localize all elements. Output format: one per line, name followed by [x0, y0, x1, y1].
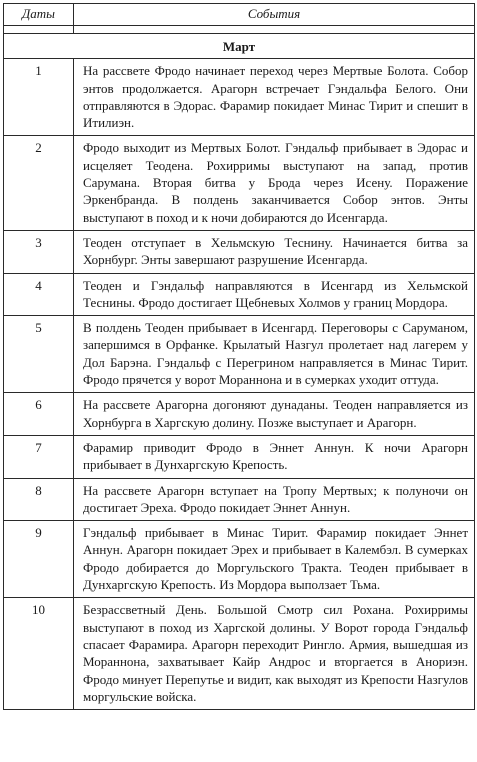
gap-cell — [4, 26, 74, 34]
table-row-3 — [4, 230, 475, 273]
month-row — [4, 34, 475, 59]
date-cell: 4 — [4, 273, 74, 316]
events-cell: На рассвете Арагорна догоняют дунаданы. Теоден направляется из Хорнбурга в Харгскую долину. Позже выступает и Арагорн. — [74, 393, 475, 436]
table-row-6 — [4, 393, 475, 436]
date-cell: 5 — [4, 316, 74, 393]
events-cell: Фарамир приводит Фродо в Эннет Аннун. К ночи Арагорн прибывает в Дунхаргскую Крепость. — [74, 435, 475, 478]
table-row-10 — [4, 598, 475, 710]
chronology-table — [3, 3, 475, 710]
events-cell: В полдень Теоден прибывает в Исенгард. Переговоры с Саруманом, запершимся в Орфанке. Крылатый Назгул пролетает над лагерем у Дол Барэна. Гэндальф с Перегрином направляется в Минас Тирит. Фродо прячется у ворот Мораннона и в сумерках уходит оттуда. — [74, 316, 475, 393]
date-cell: 2 — [4, 136, 74, 230]
table-row-4 — [4, 273, 475, 316]
table-row-8 — [4, 478, 475, 521]
date-cell: 10 — [4, 598, 74, 710]
date-cell: 9 — [4, 521, 74, 598]
events-cell: Теоден отступает в Хельмскую Теснину. Начинается битва за Хорнбург. Энты завершают разрушение Исенгарда. — [74, 230, 475, 273]
events-cell: Теоден и Гэндальф направляются в Исенгард из Хельмской Теснины. Фродо достигает Щебневых Холмов у границ Мордора. — [74, 273, 475, 316]
date-cell: 1 — [4, 59, 74, 136]
header-gap — [4, 26, 475, 34]
table-row-7 — [4, 435, 475, 478]
events-cell: Фродо выходит из Мертвых Болот. Гэндальф прибывает в Эдорас и исцеляет Теодена. Рохирримы выступают на запад, против Сарумана. Вторая битва у Брода через Исену. Поражение Эркенбранда. В полдень заканчивается Собор энтов. Энты выступают в поход и к ночи добираются до Исенгарда. — [74, 136, 475, 230]
date-cell: 3 — [4, 230, 74, 273]
table-row-5 — [4, 316, 475, 393]
header-dates: Даты — [4, 4, 74, 26]
table-body — [4, 34, 475, 710]
header-events: События — [74, 4, 475, 26]
events-cell: Безрассветный День. Большой Смотр сил Рохана. Рохирримы выступают в поход из Харгской долины. У Ворот города Гэндальф спасает Фарамира. Арагорн переходит Рингло. Армия, вышедшая из Мораннона, захватывает Кайр Андрос и вторгается в Анориэн. Фродо минует Перепутье и видит, как выходят из Крепости Назгулов моргульские войска. — [74, 598, 475, 710]
table-row-1 — [4, 59, 475, 136]
events-cell: Гэндальф прибывает в Минас Тирит. Фарамир покидает Эннет Аннун. Арагорн покидает Эрех и прибывает в Калембэл. В сумерках Фродо добирается до Моргульского Тракта. Теоден прибывает в Дунхаргскую Крепость. Из Мордора выползает Тьма. — [74, 521, 475, 598]
events-cell: На рассвете Арагорн вступает на Тропу Мертвых; к полуночи он достигает Эреха. Фродо покидает Эннет Аннун. — [74, 478, 475, 521]
date-cell: 7 — [4, 435, 74, 478]
events-cell: На рассвете Фродо начинает переход через Мертвые Болота. Собор энтов продолжается. Арагорн встречает Гэндальфа Белого. Они отправляются в Эдорас. Фарамир покидает Минас Тирит и спешит в Итилиэн. — [74, 59, 475, 136]
gap-cell — [74, 26, 475, 34]
header-row — [4, 4, 475, 26]
date-cell: 8 — [4, 478, 74, 521]
date-cell: 6 — [4, 393, 74, 436]
month-label: Март — [4, 34, 475, 59]
table-row-2 — [4, 136, 475, 230]
table-row-9 — [4, 521, 475, 598]
